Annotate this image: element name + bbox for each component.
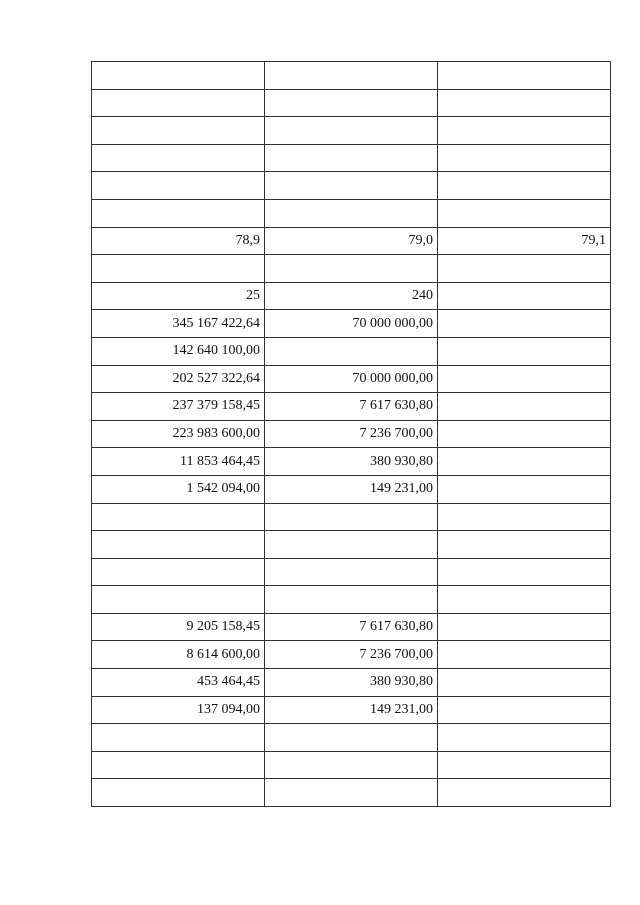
table-cell [92, 558, 265, 586]
table-cell [438, 448, 611, 476]
table-cell: 380 930,80 [265, 448, 438, 476]
table-cell [438, 475, 611, 503]
table-cell: 137 094,00 [92, 696, 265, 724]
table-cell: 78,9 [92, 227, 265, 255]
table-row [92, 144, 611, 172]
table-cell [92, 172, 265, 200]
data-table [91, 61, 611, 807]
table-cell [92, 751, 265, 779]
table-cell [265, 89, 438, 117]
table-row [92, 586, 611, 614]
table-cell [438, 696, 611, 724]
table-cell [265, 751, 438, 779]
table-cell: 7 617 630,80 [265, 613, 438, 641]
table-row [92, 448, 611, 476]
table-cell: 237 379 158,45 [92, 393, 265, 421]
table-cell [265, 724, 438, 752]
table-cell: 453 464,45 [92, 669, 265, 697]
table-cell [438, 172, 611, 200]
table-row [92, 751, 611, 779]
table-cell: 240 [265, 282, 438, 310]
table-cell [438, 613, 611, 641]
table-cell [92, 199, 265, 227]
table-cell [438, 282, 611, 310]
table-cell [438, 586, 611, 614]
table-cell: 9 205 158,45 [92, 613, 265, 641]
table-cell: 79,0 [265, 227, 438, 255]
table-row [92, 282, 611, 310]
table-cell: 202 527 322,64 [92, 365, 265, 393]
table-cell [92, 503, 265, 531]
table-cell [438, 310, 611, 338]
table-cell [438, 117, 611, 145]
table-cell [438, 641, 611, 669]
table-cell [265, 531, 438, 559]
table-cell [438, 420, 611, 448]
table-cell [438, 199, 611, 227]
table-row [92, 393, 611, 421]
table-cell: 70 000 000,00 [265, 365, 438, 393]
table-row [92, 62, 611, 90]
table-cell [265, 558, 438, 586]
table-row [92, 365, 611, 393]
table-row [92, 641, 611, 669]
table-cell: 8 614 600,00 [92, 641, 265, 669]
table-cell: 7 236 700,00 [265, 420, 438, 448]
table-row [92, 531, 611, 559]
table-cell [92, 89, 265, 117]
table-cell [265, 199, 438, 227]
table-cell: 25 [92, 282, 265, 310]
table-row [92, 337, 611, 365]
table-cell: 70 000 000,00 [265, 310, 438, 338]
table-cell: 149 231,00 [265, 696, 438, 724]
table-row [92, 724, 611, 752]
table-cell [92, 144, 265, 172]
table-row [92, 613, 611, 641]
table-row [92, 89, 611, 117]
table-row [92, 199, 611, 227]
table-row [92, 503, 611, 531]
table-cell: 345 167 422,64 [92, 310, 265, 338]
table-row [92, 475, 611, 503]
table-cell [438, 503, 611, 531]
table-cell [265, 62, 438, 90]
table-cell: 1 542 094,00 [92, 475, 265, 503]
table-row [92, 172, 611, 200]
table-cell [438, 337, 611, 365]
table-cell [265, 779, 438, 807]
table-cell [265, 503, 438, 531]
table-cell [92, 586, 265, 614]
table-cell [92, 62, 265, 90]
table-row [92, 669, 611, 697]
table-cell [438, 531, 611, 559]
table-row [92, 255, 611, 283]
table-row [92, 558, 611, 586]
table-cell [92, 117, 265, 145]
table-row [92, 227, 611, 255]
table-cell [438, 779, 611, 807]
table-cell [438, 751, 611, 779]
table-cell [265, 172, 438, 200]
table-cell [438, 669, 611, 697]
table-row [92, 696, 611, 724]
table-cell: 79,1 [438, 227, 611, 255]
table-cell: 149 231,00 [265, 475, 438, 503]
table-cell: 7 617 630,80 [265, 393, 438, 421]
table-cell [92, 724, 265, 752]
table-cell [92, 531, 265, 559]
table-cell [92, 779, 265, 807]
table-cell [438, 144, 611, 172]
table-cell: 223 983 600,00 [92, 420, 265, 448]
table-cell: 11 853 464,45 [92, 448, 265, 476]
table-row [92, 420, 611, 448]
table-cell [438, 724, 611, 752]
table-cell [438, 365, 611, 393]
table-cell: 142 640 100,00 [92, 337, 265, 365]
table-row [92, 310, 611, 338]
table-row [92, 779, 611, 807]
table-cell [438, 89, 611, 117]
table-cell [92, 255, 265, 283]
table-cell [265, 117, 438, 145]
table-cell [265, 144, 438, 172]
table-cell [438, 62, 611, 90]
table-cell [438, 255, 611, 283]
table-row [92, 117, 611, 145]
table-cell [438, 558, 611, 586]
table-cell [265, 586, 438, 614]
table-cell [438, 393, 611, 421]
table-body [92, 62, 611, 807]
table-cell [265, 337, 438, 365]
table-cell: 380 930,80 [265, 669, 438, 697]
table-cell: 7 236 700,00 [265, 641, 438, 669]
table-cell [265, 255, 438, 283]
